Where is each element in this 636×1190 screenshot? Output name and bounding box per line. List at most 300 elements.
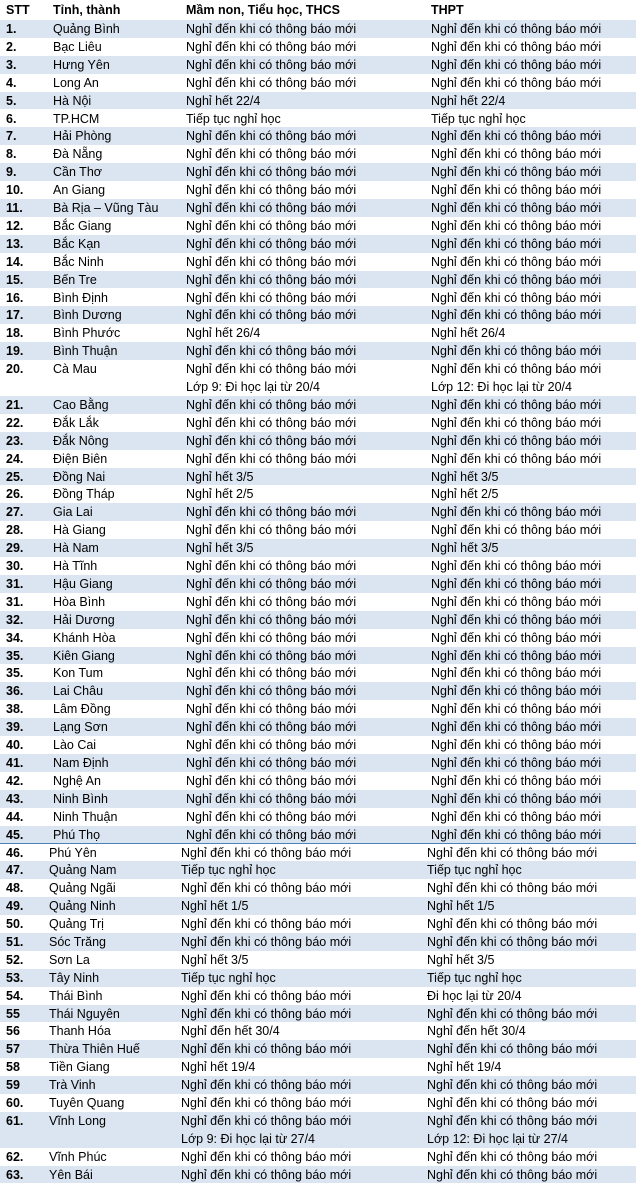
row-thpt-status: Nghỉ đến khi có thông báo mới xyxy=(427,1113,598,1128)
row-thpt-status: Nghỉ đến khi có thông báo mới xyxy=(431,809,602,824)
row-province: Kiên Giang xyxy=(53,648,115,663)
row-thpt-status: Nghỉ đến khi có thông báo mới xyxy=(431,773,602,788)
row-primary-status: Nghỉ đến khi có thông báo mới xyxy=(181,1167,352,1182)
row-primary-note: Lớp 9: Đi học lại từ 20/4 xyxy=(186,380,320,395)
row-thpt-status: Tiếp tục nghỉ học xyxy=(427,970,522,985)
row-thpt-note: Lớp 12: Đi học lại từ 27/4 xyxy=(427,1131,568,1146)
row-primary-status: Tiếp tục nghỉ học xyxy=(181,863,276,878)
row-thpt-status: Nghỉ đến khi có thông báo mới xyxy=(431,75,602,90)
row-province: Nam Định xyxy=(53,755,109,770)
row-primary-status: Nghỉ đến khi có thông báo mới xyxy=(186,22,357,36)
table-row xyxy=(0,503,636,521)
row-primary-status: Nghỉ đến khi có thông báo mới xyxy=(186,201,357,215)
row-thpt-status: Nghỉ đến khi có thông báo mới xyxy=(431,272,602,287)
row-primary-status: Nghỉ đến khi có thông báo mới xyxy=(186,397,357,412)
row-stt: 24. xyxy=(6,451,24,466)
row-province: TP.HCM xyxy=(53,111,100,126)
row-primary-status: Nghỉ đến khi có thông báo mới xyxy=(186,827,357,842)
row-thpt-status: Nghỉ hết 3/5 xyxy=(431,541,499,556)
row-province: Lạng Sơn xyxy=(53,720,108,735)
row-primary-status: Nghỉ đến khi có thông báo mới xyxy=(186,129,357,144)
row-thpt-status: Nghỉ đến khi có thông báo mới xyxy=(431,397,602,412)
row-primary-status: Nghỉ hết 3/5 xyxy=(181,952,249,967)
table-row xyxy=(0,826,636,844)
row-province: Bắc Ninh xyxy=(53,254,104,269)
row-stt: 19. xyxy=(6,344,24,359)
table-row xyxy=(0,306,636,324)
row-thpt-status: Nghỉ đến khi có thông báo mới xyxy=(431,236,602,251)
row-province: Phú Thọ xyxy=(53,827,101,842)
row-province: Đà Nẵng xyxy=(53,147,103,162)
row-province: Cà Mau xyxy=(53,362,97,377)
row-primary-status: Nghỉ đến khi có thông báo mới xyxy=(181,1078,352,1093)
row-primary-status: Tiếp tục nghỉ học xyxy=(186,111,281,126)
row-stt: 30. xyxy=(6,559,24,573)
row-thpt-status: Nghỉ đến khi có thông báo mới xyxy=(431,559,602,573)
row-stt: 4. xyxy=(6,75,17,90)
row-primary-status: Nghỉ đến khi có thông báo mới xyxy=(186,254,357,269)
row-thpt-status: Nghỉ hết 3/5 xyxy=(427,952,495,967)
row-thpt-status: Nghỉ hết 26/4 xyxy=(431,326,506,341)
row-stt: 42. xyxy=(6,773,24,788)
row-thpt-status: Nghỉ hết 2/5 xyxy=(431,487,499,502)
table-row xyxy=(0,1058,636,1076)
row-province: Quảng Nam xyxy=(49,863,117,878)
table-row xyxy=(0,897,636,915)
table-row xyxy=(0,575,636,593)
row-primary-status: Nghỉ đến khi có thông báo mới xyxy=(181,846,352,861)
row-province: Quảng Bình xyxy=(53,22,120,36)
row-stt: 26. xyxy=(6,487,24,502)
table-row xyxy=(0,933,636,951)
row-province: Bắc Kạn xyxy=(53,236,101,251)
row-primary-status: Nghỉ đến khi có thông báo mới xyxy=(186,791,357,806)
row-stt: 5. xyxy=(6,93,17,108)
table-row xyxy=(0,629,636,647)
row-province: Thanh Hóa xyxy=(49,1024,111,1039)
row-stt: 52. xyxy=(6,952,24,967)
row-province: Hà Nội xyxy=(53,93,92,108)
row-thpt-status: Nghỉ đến khi có thông báo mới xyxy=(431,666,602,681)
row-thpt-status: Nghỉ đến khi có thông báo mới xyxy=(431,433,602,448)
row-thpt-status: Nghỉ đến khi có thông báo mới xyxy=(431,344,602,359)
table-row xyxy=(0,235,636,253)
row-province: Thừa Thiên Huế xyxy=(49,1042,140,1057)
row-thpt-status: Nghỉ đến khi có thông báo mới xyxy=(431,147,602,162)
row-thpt-status: Nghỉ đến khi có thông báo mới xyxy=(431,648,602,663)
table-row xyxy=(0,987,636,1005)
row-province: Trà Vinh xyxy=(49,1078,96,1093)
row-primary-status: Nghỉ đến khi có thông báo mới xyxy=(186,236,357,251)
row-province: Hà Giang xyxy=(53,523,106,538)
row-thpt-status: Đi học lại từ 20/4 xyxy=(427,988,522,1003)
row-thpt-status: Nghỉ đến khi có thông báo mới xyxy=(431,218,602,233)
row-province: Ninh Bình xyxy=(53,791,108,806)
row-primary-status: Nghỉ đến khi có thông báo mới xyxy=(181,1006,352,1021)
row-stt: 17. xyxy=(6,308,24,323)
row-stt: 31. xyxy=(6,576,24,591)
row-primary-status: Nghỉ đến khi có thông báo mới xyxy=(186,809,357,824)
row-primary-status: Nghỉ đến khi có thông báo mới xyxy=(186,433,357,448)
row-province: Hậu Giang xyxy=(53,576,113,591)
row-thpt-status: Nghỉ đến khi có thông báo mới xyxy=(431,827,602,842)
row-stt: 8. xyxy=(6,147,17,162)
table-row xyxy=(0,861,636,879)
row-primary-status: Nghỉ đến khi có thông báo mới xyxy=(186,755,357,770)
table-row xyxy=(0,1094,636,1112)
row-primary-status: Nghỉ hết 26/4 xyxy=(186,326,261,341)
row-thpt-status: Nghỉ đến khi có thông báo mới xyxy=(431,612,602,627)
row-stt: 53. xyxy=(6,970,24,985)
row-stt: 29. xyxy=(6,541,24,556)
header-thpt: THPT xyxy=(431,3,464,17)
row-stt: 27. xyxy=(6,505,24,520)
row-thpt-status: Nghỉ đến khi có thông báo mới xyxy=(427,934,598,949)
table-row xyxy=(0,468,636,486)
row-thpt-status: Nghỉ đến hết 30/4 xyxy=(427,1024,526,1039)
row-thpt-status: Nghỉ đến khi có thông báo mới xyxy=(431,57,602,72)
table-row xyxy=(0,324,636,342)
row-province: Cần Thơ xyxy=(53,165,102,180)
row-primary-status: Nghỉ đến khi có thông báo mới xyxy=(186,451,357,466)
row-thpt-status: Nghỉ đến khi có thông báo mới xyxy=(431,254,602,269)
row-thpt-status: Nghỉ đến khi có thông báo mới xyxy=(431,702,602,717)
row-primary-status: Nghỉ đến khi có thông báo mới xyxy=(186,75,357,90)
row-stt: 34. xyxy=(6,630,24,645)
row-province: Đồng Nai xyxy=(53,469,106,484)
table-row xyxy=(0,539,636,557)
row-thpt-status: Nghỉ đến khi có thông báo mới xyxy=(431,738,602,752)
row-stt: 31. xyxy=(6,594,24,609)
row-stt: 58 xyxy=(6,1060,20,1075)
header-primary: Mầm non, Tiểu học, THCS xyxy=(186,3,340,17)
row-province: Sóc Trăng xyxy=(49,934,106,949)
row-thpt-status: Nghỉ đến khi có thông báo mới xyxy=(431,755,602,770)
row-primary-status: Nghỉ đến khi có thông báo mới xyxy=(181,1042,352,1057)
row-province: Hà Tĩnh xyxy=(53,559,98,573)
table-row xyxy=(0,199,636,217)
table-row xyxy=(0,969,636,987)
row-stt: 16. xyxy=(6,290,24,305)
row-stt: 46. xyxy=(6,846,24,861)
table-row xyxy=(0,163,636,181)
row-primary-status: Nghỉ đến khi có thông báo mới xyxy=(181,881,352,896)
table-row xyxy=(0,289,636,307)
table-row xyxy=(0,718,636,736)
row-thpt-status: Nghỉ đến khi có thông báo mới xyxy=(431,362,602,377)
table-row xyxy=(0,611,636,629)
row-primary-status: Nghỉ đến khi có thông báo mới xyxy=(186,773,357,788)
row-province: Bạc Liêu xyxy=(53,39,102,54)
row-stt: 12. xyxy=(6,218,24,233)
row-stt: 56 xyxy=(6,1024,20,1039)
row-thpt-status: Nghỉ đến khi có thông báo mới xyxy=(431,165,602,180)
table-row xyxy=(0,1148,636,1166)
table-row xyxy=(0,56,636,74)
row-province: Khánh Hòa xyxy=(53,630,116,645)
row-thpt-status: Nghỉ đến khi có thông báo mới xyxy=(427,1042,598,1057)
row-stt: 14. xyxy=(6,254,24,269)
row-stt: 35. xyxy=(6,666,24,681)
row-province: Bà Rịa – Vũng Tàu xyxy=(53,201,159,215)
row-primary-status: Nghỉ đến khi có thông báo mới xyxy=(186,362,357,377)
table-row xyxy=(0,253,636,271)
row-province: Đồng Tháp xyxy=(53,487,115,502)
table-row xyxy=(0,74,636,92)
row-primary-status: Nghỉ hết 2/5 xyxy=(186,487,254,502)
row-thpt-status: Nghỉ đến khi có thông báo mới xyxy=(431,791,602,806)
row-province: Bến Tre xyxy=(53,272,97,287)
row-thpt-status: Nghỉ hết 3/5 xyxy=(431,469,499,484)
row-province: Hải Phòng xyxy=(53,129,112,144)
table-row xyxy=(0,145,636,163)
row-primary-status: Nghỉ đến khi có thông báo mới xyxy=(186,702,357,717)
row-primary-status: Nghỉ đến khi có thông báo mới xyxy=(186,648,357,663)
row-primary-status: Nghỉ hết 1/5 xyxy=(181,899,249,914)
header-stt: STT xyxy=(6,3,30,17)
row-primary-status: Nghỉ đến khi có thông báo mới xyxy=(186,57,357,72)
row-province: Tuyên Quang xyxy=(49,1096,125,1110)
row-thpt-status: Nghỉ đến khi có thông báo mới xyxy=(431,22,602,36)
row-stt: 45. xyxy=(6,827,24,842)
row-thpt-status: Nghỉ đến khi có thông báo mới xyxy=(427,1096,598,1110)
row-thpt-status: Nghỉ hết 22/4 xyxy=(431,93,506,108)
row-province: Sơn La xyxy=(49,952,90,967)
table-row xyxy=(0,271,636,289)
row-stt: 49. xyxy=(6,899,24,914)
row-province: Bình Phước xyxy=(53,326,121,341)
row-thpt-status: Nghỉ hết 1/5 xyxy=(427,899,495,914)
table-row xyxy=(0,521,636,539)
row-primary-status: Nghỉ đến khi có thông báo mới xyxy=(186,344,357,359)
row-province: Điện Biên xyxy=(53,451,108,466)
row-stt: 13. xyxy=(6,236,24,251)
table-row xyxy=(0,1040,636,1058)
row-thpt-status: Nghỉ đến khi có thông báo mới xyxy=(431,201,602,215)
row-stt: 22. xyxy=(6,415,24,430)
row-stt: 25. xyxy=(6,469,24,484)
table-row xyxy=(0,342,636,360)
row-stt: 7. xyxy=(6,129,17,144)
row-primary-status: Nghỉ đến khi có thông báo mới xyxy=(186,165,357,180)
row-stt: 44. xyxy=(6,809,24,824)
table-row xyxy=(0,879,636,897)
row-primary-status: Nghỉ đến hết 30/4 xyxy=(181,1024,280,1039)
table-row xyxy=(0,360,636,396)
row-primary-status: Nghỉ hết 19/4 xyxy=(181,1060,256,1075)
row-province: Vĩnh Phúc xyxy=(49,1149,107,1164)
row-stt: 32. xyxy=(6,612,24,627)
row-province: Quảng Trị xyxy=(49,917,104,931)
row-primary-status: Nghỉ đến khi có thông báo mới xyxy=(186,183,357,198)
row-stt: 51. xyxy=(6,934,24,949)
row-province: Hòa Bình xyxy=(53,594,106,609)
row-thpt-status: Nghỉ đến khi có thông báo mới xyxy=(431,451,602,466)
row-province: Đắk Nông xyxy=(53,433,109,448)
row-province: Bắc Giang xyxy=(53,218,112,233)
row-primary-status: Tiếp tục nghỉ học xyxy=(181,970,276,985)
row-stt: 55 xyxy=(6,1006,20,1021)
row-stt: 60. xyxy=(6,1096,24,1110)
row-primary-status: Nghỉ đến khi có thông báo mới xyxy=(186,218,357,233)
row-province: Hải Dương xyxy=(53,612,115,627)
row-province: Bình Dương xyxy=(53,308,122,323)
row-primary-status: Nghỉ đến khi có thông báo mới xyxy=(186,612,357,627)
row-primary-status: Nghỉ đến khi có thông báo mới xyxy=(186,594,357,609)
row-thpt-status: Nghỉ đến khi có thông báo mới xyxy=(431,523,602,538)
row-province: Yên Bái xyxy=(49,1167,93,1182)
row-thpt-status: Nghỉ đến khi có thông báo mới xyxy=(427,846,598,861)
row-stt: 61. xyxy=(6,1113,24,1128)
row-stt: 40. xyxy=(6,738,24,752)
row-thpt-status: Nghỉ đến khi có thông báo mới xyxy=(427,1006,598,1021)
row-stt: 48. xyxy=(6,881,24,896)
table-row xyxy=(0,790,636,808)
row-stt: 23. xyxy=(6,433,24,448)
table-row xyxy=(0,772,636,790)
row-thpt-status: Nghỉ đến khi có thông báo mới xyxy=(431,684,602,699)
row-primary-status: Nghỉ đến khi có thông báo mới xyxy=(186,290,357,305)
table-row xyxy=(0,450,636,468)
table-row xyxy=(0,1022,636,1040)
table-row xyxy=(0,754,636,772)
row-stt: 3. xyxy=(6,57,17,72)
row-thpt-status: Nghỉ đến khi có thông báo mới xyxy=(431,630,602,645)
row-primary-status: Nghỉ đến khi có thông báo mới xyxy=(181,934,352,949)
row-stt: 39. xyxy=(6,720,24,735)
row-stt: 36. xyxy=(6,684,24,699)
row-primary-status: Nghỉ đến khi có thông báo mới xyxy=(186,505,357,520)
row-primary-status: Nghỉ đến khi có thông báo mới xyxy=(181,988,352,1003)
row-primary-note: Lớp 9: Đi học lại từ 27/4 xyxy=(181,1131,315,1146)
row-stt: 18. xyxy=(6,326,24,341)
row-stt: 6. xyxy=(6,111,17,126)
row-stt: 9. xyxy=(6,165,17,180)
row-thpt-status: Nghỉ đến khi có thông báo mới xyxy=(431,308,602,323)
row-stt: 20. xyxy=(6,362,24,377)
table-row xyxy=(0,647,636,665)
row-province: Gia Lai xyxy=(53,505,93,520)
table-row xyxy=(0,1166,636,1184)
table-row xyxy=(0,664,636,682)
table-row xyxy=(0,217,636,235)
row-province: Tây Ninh xyxy=(49,970,100,985)
row-stt: 28. xyxy=(6,523,24,538)
row-primary-status: Nghỉ đến khi có thông báo mới xyxy=(186,415,357,430)
row-thpt-status: Nghỉ đến khi có thông báo mới xyxy=(431,594,602,609)
row-stt: 62. xyxy=(6,1149,24,1164)
table-row xyxy=(0,1076,636,1094)
row-province: Nghệ An xyxy=(53,773,101,788)
row-primary-status: Nghỉ đến khi có thông báo mới xyxy=(181,1113,352,1128)
row-thpt-status: Nghỉ đến khi có thông báo mới xyxy=(431,290,602,305)
row-thpt-status: Nghỉ đến khi có thông báo mới xyxy=(427,1149,598,1164)
row-stt: 47. xyxy=(6,863,24,878)
row-province: Lào Cai xyxy=(53,738,97,752)
row-stt: 1. xyxy=(6,22,17,36)
row-thpt-status: Tiếp tục nghỉ học xyxy=(427,863,522,878)
row-thpt-status: Nghỉ đến khi có thông báo mới xyxy=(427,1167,598,1182)
table-row xyxy=(0,1112,636,1148)
table-row xyxy=(0,485,636,503)
row-primary-status: Nghỉ đến khi có thông báo mới xyxy=(186,684,357,699)
row-thpt-status: Nghỉ đến khi có thông báo mới xyxy=(431,576,602,591)
row-primary-status: Nghỉ đến khi có thông báo mới xyxy=(186,523,357,538)
row-primary-status: Nghỉ đến khi có thông báo mới xyxy=(186,308,357,323)
row-province: Lâm Đồng xyxy=(53,702,111,717)
row-province: Phú Yên xyxy=(49,846,97,861)
row-primary-status: Nghỉ đến khi có thông báo mới xyxy=(181,1149,352,1164)
row-province: Thái Bình xyxy=(49,988,103,1003)
table-row xyxy=(0,20,636,38)
row-province: Cao Bằng xyxy=(53,397,109,412)
row-thpt-status: Nghỉ đến khi có thông báo mới xyxy=(431,415,602,430)
row-primary-status: Nghỉ đến khi có thông báo mới xyxy=(186,666,357,681)
row-thpt-status: Nghỉ đến khi có thông báo mới xyxy=(431,720,602,735)
table-row xyxy=(0,736,636,754)
row-province: Hà Nam xyxy=(53,541,99,556)
row-province: Kon Tum xyxy=(53,666,104,681)
table-row xyxy=(0,127,636,145)
row-stt: 10. xyxy=(6,183,24,198)
row-stt: 15. xyxy=(6,272,24,287)
row-primary-status: Nghỉ đến khi có thông báo mới xyxy=(186,576,357,591)
row-province: Bình Định xyxy=(53,290,108,305)
table-row xyxy=(0,682,636,700)
row-stt: 50. xyxy=(6,917,24,931)
row-thpt-status: Nghỉ đến khi có thông báo mới xyxy=(427,1078,598,1093)
row-stt: 11. xyxy=(6,201,23,215)
table-row xyxy=(0,808,636,826)
table-row xyxy=(0,396,636,414)
table-row xyxy=(0,843,636,862)
row-province: Vĩnh Long xyxy=(49,1113,106,1128)
row-province: Bình Thuận xyxy=(53,344,118,359)
row-primary-status: Nghỉ hết 22/4 xyxy=(186,93,261,108)
table-row xyxy=(0,432,636,450)
row-thpt-note: Lớp 12: Đi học lại từ 20/4 xyxy=(431,380,572,395)
row-stt: 54. xyxy=(6,988,24,1003)
table-row xyxy=(0,915,636,933)
table-row xyxy=(0,414,636,432)
row-province: Hưng Yên xyxy=(53,57,110,72)
row-thpt-status: Nghỉ đến khi có thông báo mới xyxy=(431,183,602,198)
row-stt: 35. xyxy=(6,648,24,663)
row-stt: 63. xyxy=(6,1167,24,1182)
row-thpt-status: Nghỉ đến khi có thông báo mới xyxy=(431,39,602,54)
row-province: Tiền Giang xyxy=(49,1060,110,1075)
row-thpt-status: Nghỉ đến khi có thông báo mới xyxy=(431,129,602,144)
row-stt: 43. xyxy=(6,791,24,806)
table-row xyxy=(0,38,636,56)
table-row xyxy=(0,110,636,128)
table-row xyxy=(0,557,636,575)
row-primary-status: Nghỉ đến khi có thông báo mới xyxy=(181,917,352,931)
row-province: An Giang xyxy=(53,183,106,198)
table-row xyxy=(0,951,636,969)
row-primary-status: Nghỉ đến khi có thông báo mới xyxy=(186,39,357,54)
row-province: Long An xyxy=(53,75,99,90)
row-stt: 59 xyxy=(6,1078,20,1093)
row-primary-status: Nghỉ đến khi có thông báo mới xyxy=(186,720,357,735)
table-row xyxy=(0,700,636,718)
row-primary-status: Nghỉ đến khi có thông báo mới xyxy=(186,559,357,573)
row-thpt-status: Nghỉ hết 19/4 xyxy=(427,1060,502,1075)
row-province: Đắk Lắk xyxy=(53,415,99,430)
table-row xyxy=(0,1005,636,1023)
row-province: Quảng Ngãi xyxy=(49,881,116,896)
row-primary-status: Nghỉ đến khi có thông báo mới xyxy=(186,630,357,645)
